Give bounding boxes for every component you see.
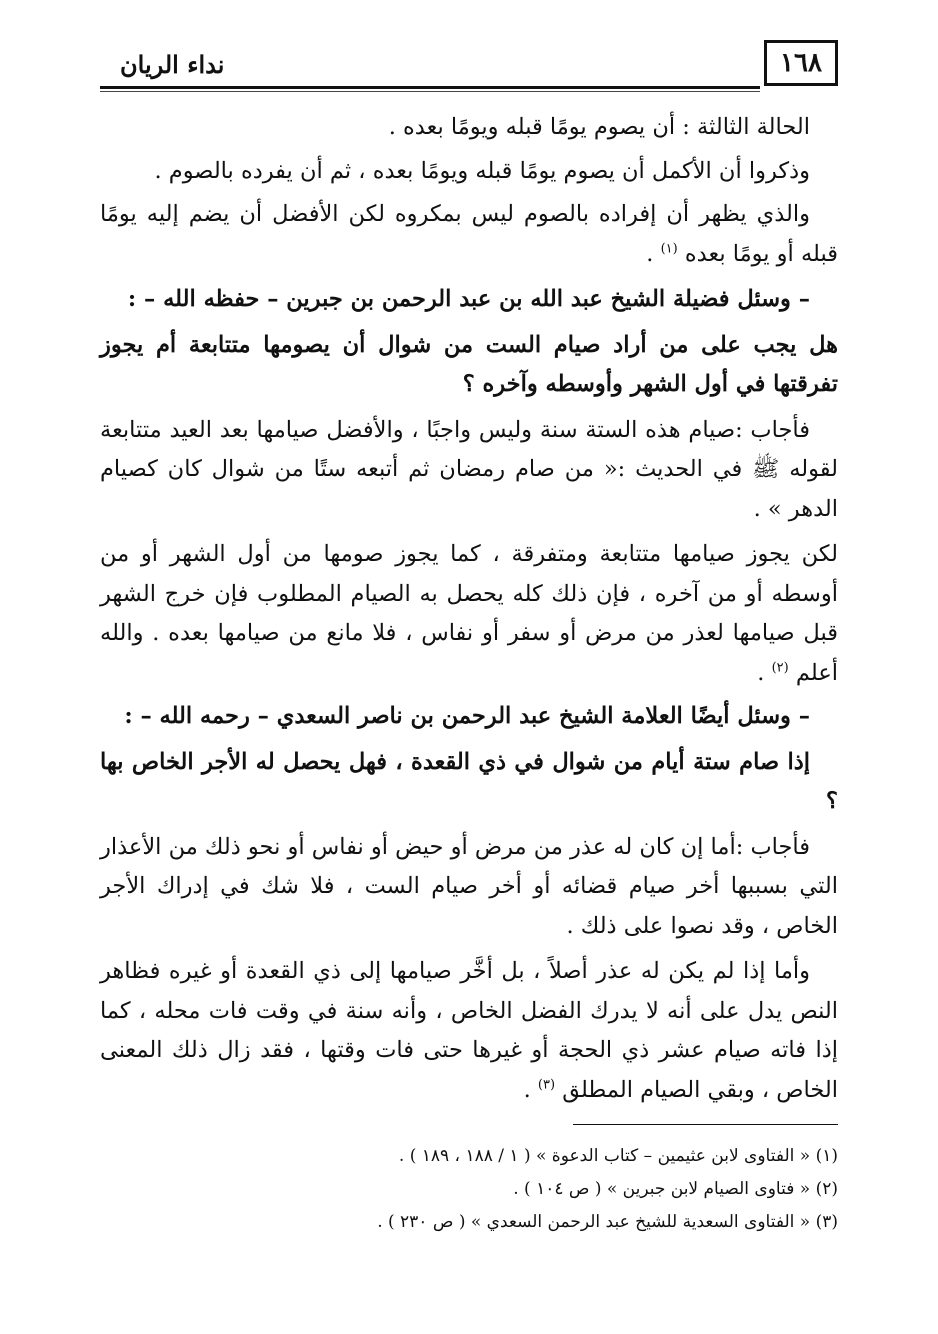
- header-rule-thin: [100, 91, 760, 92]
- page-header: [100, 40, 838, 90]
- footnote-2: (٢) « فتاوى الصيام لابن جبرين » ( ص ١٠٤ ) .: [513, 1179, 838, 1199]
- paragraph-most-complete: [100, 152, 838, 192]
- paragraph-text: وأما إذا لم يكن له عذر أصلاً ، بل أخَّر صيامها إلى ذي القعدة أو غيره فظاهر النص يدل على أنه لا يدرك الفضل الخاص ، وأنه سنة في وقت فات محله ، كما إذا فاته صيام عشر ذي الحجة أو غيرها حتى فات وقتها ، فقد زال ذلك المعنى الخاص ، وبقي الصيام المطلق: [100, 958, 838, 1103]
- paragraph-opinion: [100, 195, 838, 274]
- question-intro-jibreen: – وسئل فضيلة الشيخ عبد الله بن عبد الرحمن بن جبرين – حفظه الله – :: [127, 286, 810, 312]
- paragraph-case-three: الحالة الثالثة : أن يصوم يومًا قبله ويومًا بعده .: [388, 114, 810, 140]
- page-number: ١٦٨: [764, 40, 838, 86]
- paragraph-text: لكن يجوز صيامها متتابعة ومتفرقة ، كما يجوز صومها من أول الشهر أو من أوسطه أو من آخره ، فإن ذلك كله يحصل به الصيام المطلوب فإن خرج الشهر قبل صيامها لعذر من مرض أو سفر أو نفاس ، فلا مانع من صيامها بعده . والله أعلم: [100, 541, 838, 686]
- footnote-ref-3: (٣): [537, 1077, 556, 1092]
- footnote-ref-2: (٢): [771, 660, 789, 675]
- answer-saadi: فأجاب :أما إن كان له عذر من مرض أو حيض أو نفاس أو نحو ذلك من الأعذار التي بسببها أخر صيام قضائه أو أخر صيام الست ، فلا شك في إدراك الأجر الخاص ، وقد نصوا على ذلك .: [100, 833, 838, 939]
- paragraph-text: والذي يظهر أن إفراده بالصوم ليس بمكروه لكن الأفضل أن يضم إليه يومًا قبله أو يومًا بعده: [100, 201, 838, 267]
- answer-saadi-continued: [100, 952, 838, 1110]
- punctuation: .: [757, 659, 772, 686]
- running-title: نداء الريان: [120, 50, 225, 79]
- question-intro-saadi: – وسئل أيضًا العلامة الشيخ عبد الرحمن بن ناصر السعدي – رحمه الله – :: [124, 703, 810, 729]
- footnote-1: (١) « الفتاوى لابن عثيمين – كتاب الدعوة » ( ١ / ١٨٨ ، ١٨٩ ) .: [398, 1146, 838, 1166]
- page-body: [100, 108, 838, 1114]
- answer-jibreen-continued: [100, 535, 838, 693]
- footnotes: [100, 1140, 838, 1239]
- punctuation: .: [523, 1076, 538, 1103]
- question-jibreen: هل يجب على من أراد صيام الست من شوال أن يصومها متتابعة أم يجوز تفرقتها في أول الشهر وأوسطه وآخره ؟: [100, 331, 838, 397]
- answer-jibreen: فأجاب :صيام هذه الستة سنة وليس واجبًا ، والأفضل صيامها بعد العيد متتابعة لقوله ﷺ في الحديث :« من صام رمضان ثم أتبعه ستًا من شوال كان كصيام الدهر » .: [100, 416, 838, 522]
- header-rule: [100, 86, 760, 89]
- footnote-separator: [573, 1124, 838, 1125]
- question-saadi: إذا صام ستة أيام من شوال في ذي القعدة ، فهل يحصل له الأجر الخاص بها ؟: [100, 748, 838, 814]
- footnote-ref-1: (١): [660, 241, 678, 256]
- paragraph-text: وذكروا أن الأكمل أن يصوم يومًا قبله ويومًا بعده ، ثم أن يفرده بالصوم .: [154, 157, 810, 184]
- punctuation: .: [646, 240, 661, 267]
- footnote-3: (٣) « الفتاوى السعدية للشيخ عبد الرحمن السعدي » ( ص ٢٣٠ ) .: [377, 1212, 838, 1232]
